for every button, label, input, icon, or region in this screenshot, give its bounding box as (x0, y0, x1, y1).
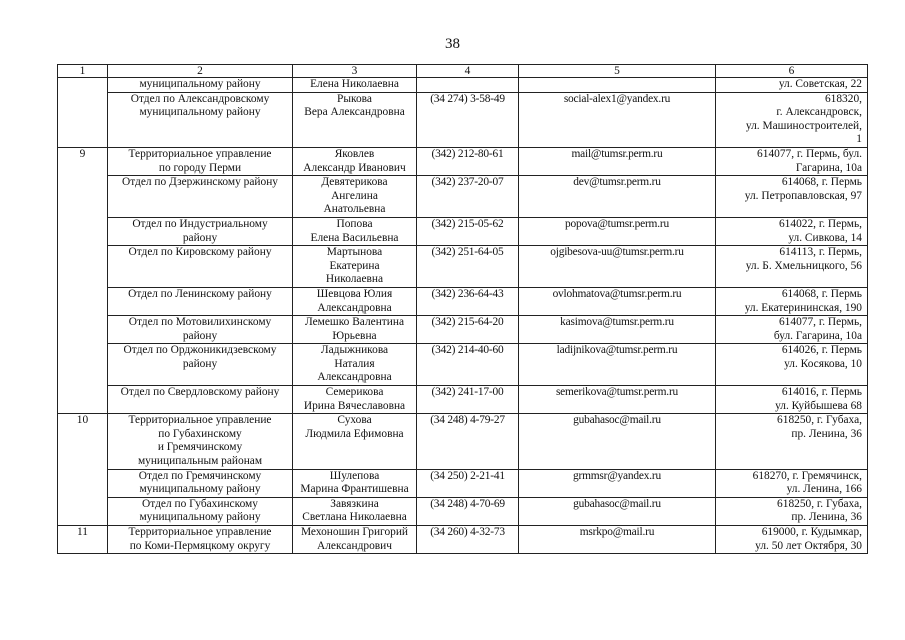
organization-cell (108, 287, 293, 315)
table-row (58, 344, 868, 386)
email-cell (519, 217, 716, 245)
phone: (34 260) 4-32-73 (430, 526, 505, 538)
contact-person-line: Светлана Николаевна (302, 511, 407, 524)
phone: (342) 251-64-05 (431, 246, 504, 259)
contact-person-line: Екатерина (329, 259, 380, 272)
contact-person-line: Мартынова (326, 246, 383, 259)
address-cell (716, 246, 868, 288)
email[interactable]: ovlohmatova@tumsr.perm.ru (552, 287, 682, 300)
phone-cell (417, 246, 519, 288)
row-number: 9 (79, 147, 86, 160)
email-cell (519, 176, 716, 218)
phone-cell (417, 92, 519, 147)
address-line: 614068, г. Пермь (781, 176, 862, 189)
phone: (34 248) 4-79-27 (430, 414, 505, 427)
organization-line: району (182, 357, 218, 370)
header-cell: 5 (519, 65, 716, 78)
phone-cell (417, 78, 519, 93)
organization-line: Отдел по Мотовилихинскому (128, 316, 272, 329)
row-number: 11 (77, 526, 88, 538)
organization-line: району (182, 231, 218, 244)
email-cell (519, 469, 716, 497)
contact-person-line: Яковлев (334, 147, 375, 160)
address-line: 614068, г. Пермь (781, 287, 862, 300)
address-cell (716, 386, 868, 414)
header-cell: 6 (716, 65, 868, 78)
contact-person-line: Рыкова (337, 92, 372, 105)
contact-person-cell (293, 217, 417, 245)
row-number-cell (58, 147, 108, 413)
organization-cell (108, 92, 293, 147)
row-number-cell (58, 414, 108, 526)
address-line: 614077, г. Пермь, бул. (757, 147, 862, 160)
contact-person-cell (293, 287, 417, 315)
email-cell (519, 147, 716, 175)
phone-cell (417, 287, 519, 315)
address-cell (716, 344, 868, 386)
organization-line: району (182, 329, 218, 342)
contact-person-line: Ангелина (331, 189, 378, 202)
contact-person-cell (293, 147, 417, 175)
table-row (58, 176, 868, 218)
organization-line: по Губахинскому (158, 427, 242, 440)
phone: (34 248) 4-70-69 (430, 497, 505, 510)
contact-person-line: Юрьевна (332, 329, 377, 342)
contact-person-line: Елена Васильевна (310, 231, 399, 244)
address-line: 614113, г. Пермь, (779, 246, 862, 259)
organization-cell (108, 414, 293, 469)
email-cell (519, 316, 716, 344)
contact-person-line: Марина Франтишевна (300, 483, 409, 496)
phone-cell (417, 147, 519, 175)
phone-cell (417, 176, 519, 218)
row-number-cell (58, 78, 108, 148)
contact-person-cell (293, 176, 417, 218)
email[interactable]: grmmsr@yandex.ru (573, 469, 661, 482)
phone: (34 250) 2-21-41 (430, 469, 505, 482)
contact-person-line: Александр Иванович (303, 161, 406, 174)
address-line: ул. Екатерининская, 190 (744, 301, 862, 314)
organization-cell (108, 386, 293, 414)
email-cell (519, 287, 716, 315)
email[interactable]: ladijnikova@tumsr.perm.ru (556, 344, 678, 357)
address-line: 618250, г. Губаха, (777, 414, 862, 427)
phone-cell (417, 316, 519, 344)
address-cell (716, 414, 868, 469)
contact-person-cell (293, 469, 417, 497)
row-number-cell (58, 526, 108, 554)
address-line: ул. Косякова, 10 (784, 357, 862, 370)
organization-line: муниципальному району (139, 78, 261, 90)
address-line: ул. Машиностроителей, (745, 119, 862, 132)
organization-cell (108, 78, 293, 93)
email[interactable]: semerikova@tumsr.perm.ru (555, 386, 679, 399)
contact-person-line: Девятерикова (321, 176, 388, 189)
address-line: пр. Ленина, 36 (791, 427, 862, 440)
contact-person-line: Вера Александровна (304, 106, 405, 119)
organization-line: Отдел по Дзержинскому району (121, 176, 278, 189)
contact-person-line: Елена Николаевна (310, 78, 399, 90)
page-number: 38 (445, 36, 460, 52)
organization-cell (108, 176, 293, 218)
phone-cell (417, 344, 519, 386)
organization-line: муниципальному району (139, 511, 261, 524)
contact-person-line: Людмила Ефимовна (305, 427, 404, 440)
phone: (342) 215-05-62 (431, 217, 504, 230)
address-cell (716, 78, 868, 93)
table-row (58, 469, 868, 497)
contact-person-line: Мехоношин Григорий (300, 526, 409, 538)
phone: (342) 241-17-00 (431, 386, 504, 399)
address-cell (716, 176, 868, 218)
address-line: бул. Гагарина, 10а (773, 329, 862, 342)
organization-line: Отдел по Гремячинскому (138, 469, 262, 482)
email-cell (519, 386, 716, 414)
organization-line: Отдел по Орджоникидзевскому (123, 344, 277, 357)
table-row (58, 78, 868, 93)
contact-person-line: Николаевна (325, 273, 384, 286)
contact-person-line: Попова (336, 217, 373, 230)
email[interactable]: social-alex1@yandex.ru (563, 92, 671, 105)
phone: (342) 215-64-20 (431, 316, 504, 329)
phone: (34 274) 3-58-49 (430, 92, 505, 105)
organization-cell (108, 344, 293, 386)
address-cell (716, 217, 868, 245)
table-row (58, 386, 868, 414)
address-cell (716, 147, 868, 175)
contact-person-line: Сухова (337, 414, 372, 427)
organization-line: Территориальное управление (128, 147, 272, 160)
header-cell: 2 (108, 65, 293, 78)
address-line: 614016, г. Пермь (781, 386, 862, 399)
address-line: ул. Сивкова, 14 (788, 231, 862, 244)
address-line: 614026, г. Пермь (781, 344, 862, 357)
table-row (58, 316, 868, 344)
table-body (58, 65, 868, 554)
contact-person-cell (293, 92, 417, 147)
table-header-row (58, 65, 868, 78)
phone: (342) 237-20-07 (431, 176, 504, 189)
contact-person-line: Александровна (317, 371, 392, 384)
table-row (58, 287, 868, 315)
address-line: ул. Ленина, 166 (786, 483, 862, 496)
organization-line: Отдел по Александровскому (130, 92, 270, 105)
organization-line: Отдел по Кировскому району (128, 246, 272, 259)
address-line: 618250, г. Губаха, (777, 497, 862, 510)
email[interactable]: gubahasoc@mail.ru (573, 497, 661, 510)
address-line: 618320, (824, 92, 862, 105)
address-line: 618270, г. Гремячинск, (752, 469, 862, 482)
email[interactable]: kasimova@tumsr.perm.ru (560, 316, 674, 329)
organization-line: муниципальным районам (137, 455, 263, 468)
contact-person-cell (293, 414, 417, 469)
email[interactable]: mail@tumsr.perm.ru (571, 147, 663, 160)
contact-person-line: Александрович (317, 539, 392, 552)
phone-cell (417, 414, 519, 469)
organization-line: и Гремячинскому (157, 441, 243, 454)
organization-line: Отдел по Ленинскому району (128, 287, 272, 300)
organization-line: по городу Перми (158, 161, 242, 174)
organization-line: Отдел по Индустриальному (132, 217, 268, 230)
address-line: ул. 50 лет Октября, 30 (755, 539, 862, 552)
organization-line: Территориальное управление (128, 526, 272, 538)
table-row (58, 217, 868, 245)
contact-person-line: Ирина Вячеславовна (303, 399, 406, 412)
header-cell: 1 (58, 65, 108, 78)
contact-person-line: Шевцова Юлия (316, 287, 393, 300)
phone: (342) 214-40-60 (431, 344, 504, 357)
contact-person-line: Шулепова (329, 469, 380, 482)
organization-cell (108, 147, 293, 175)
address-line: 1 (856, 133, 862, 146)
email-cell (519, 344, 716, 386)
address-cell (716, 469, 868, 497)
row-number: 10 (76, 414, 89, 427)
address-line: г. Александровск, (776, 106, 862, 119)
phone-cell (417, 386, 519, 414)
email[interactable]: gubahasoc@mail.ru (573, 414, 661, 427)
phone-cell (417, 526, 519, 554)
organization-cell (108, 469, 293, 497)
contact-person-cell (293, 316, 417, 344)
address-line: ул. Куйбышева 68 (775, 399, 862, 412)
email-cell (519, 497, 716, 525)
header-cell: 4 (417, 65, 519, 78)
address-cell (716, 287, 868, 315)
phone-cell (417, 497, 519, 525)
contact-person-cell (293, 497, 417, 525)
address-line: Гагарина, 10а (795, 161, 862, 174)
contact-person-line: Завязкина (330, 497, 379, 510)
organization-cell (108, 246, 293, 288)
email-cell (519, 526, 716, 554)
email-cell (519, 92, 716, 147)
organization-cell (108, 497, 293, 525)
contact-person-cell (293, 386, 417, 414)
address-line: ул. Б. Хмельницкого, 56 (745, 259, 862, 272)
phone: (342) 212-80-61 (431, 147, 504, 160)
contact-person-line: Ладыжникова (320, 344, 389, 357)
contact-person-cell (293, 246, 417, 288)
contact-person-cell (293, 526, 417, 554)
email-cell (519, 246, 716, 288)
organization-cell (108, 316, 293, 344)
organization-cell (108, 217, 293, 245)
contact-person-line: Семерикова (325, 386, 384, 399)
organization-line: Территориальное управление (128, 414, 272, 427)
address-cell (716, 92, 868, 147)
address-line: ул. Петропавловская, 97 (744, 189, 862, 202)
address-line: ул. Советская, 22 (778, 78, 862, 90)
table-row (58, 526, 868, 554)
table-row (58, 246, 868, 288)
organization-line: муниципальному району (139, 483, 261, 496)
phone-cell (417, 217, 519, 245)
email[interactable]: popova@tumsr.perm.ru (565, 217, 669, 230)
organization-line: Отдел по Губахинскому (142, 497, 258, 510)
organization-cell (108, 526, 293, 554)
header-cell: 3 (293, 65, 417, 78)
contact-person-cell (293, 78, 417, 93)
table-row (58, 92, 868, 147)
phone-cell (417, 469, 519, 497)
phone: (342) 236-64-43 (431, 287, 504, 300)
address-line: 614022, г. Пермь, (778, 217, 862, 230)
address-cell (716, 316, 868, 344)
email[interactable]: ojgibesova-uu@tumsr.perm.ru (550, 246, 684, 259)
email[interactable]: msrkpo@mail.ru (579, 526, 655, 538)
email[interactable]: dev@tumsr.perm.ru (573, 176, 661, 189)
table-row (58, 414, 868, 469)
contact-person-line: Наталия (334, 357, 375, 370)
address-line: пр. Ленина, 36 (791, 511, 862, 524)
address-line: 619000, г. Кудымкар, (761, 526, 862, 538)
contact-person-line: Лемешко Валентина (304, 316, 405, 329)
contacts-table (57, 64, 868, 554)
contact-person-line: Александровна (317, 301, 392, 314)
contact-person-cell (293, 344, 417, 386)
address-cell (716, 526, 868, 554)
organization-line: муниципальному району (139, 106, 261, 119)
contact-person-line: Анатольевна (323, 203, 386, 216)
organization-line: по Коми-Пермяцкому округу (129, 539, 271, 552)
table-row (58, 497, 868, 525)
address-line: 614077, г. Пермь, (778, 316, 862, 329)
email-cell (519, 78, 716, 93)
email-cell (519, 414, 716, 469)
table-row (58, 147, 868, 175)
address-cell (716, 497, 868, 525)
organization-line: Отдел по Свердловскому району (120, 386, 280, 399)
